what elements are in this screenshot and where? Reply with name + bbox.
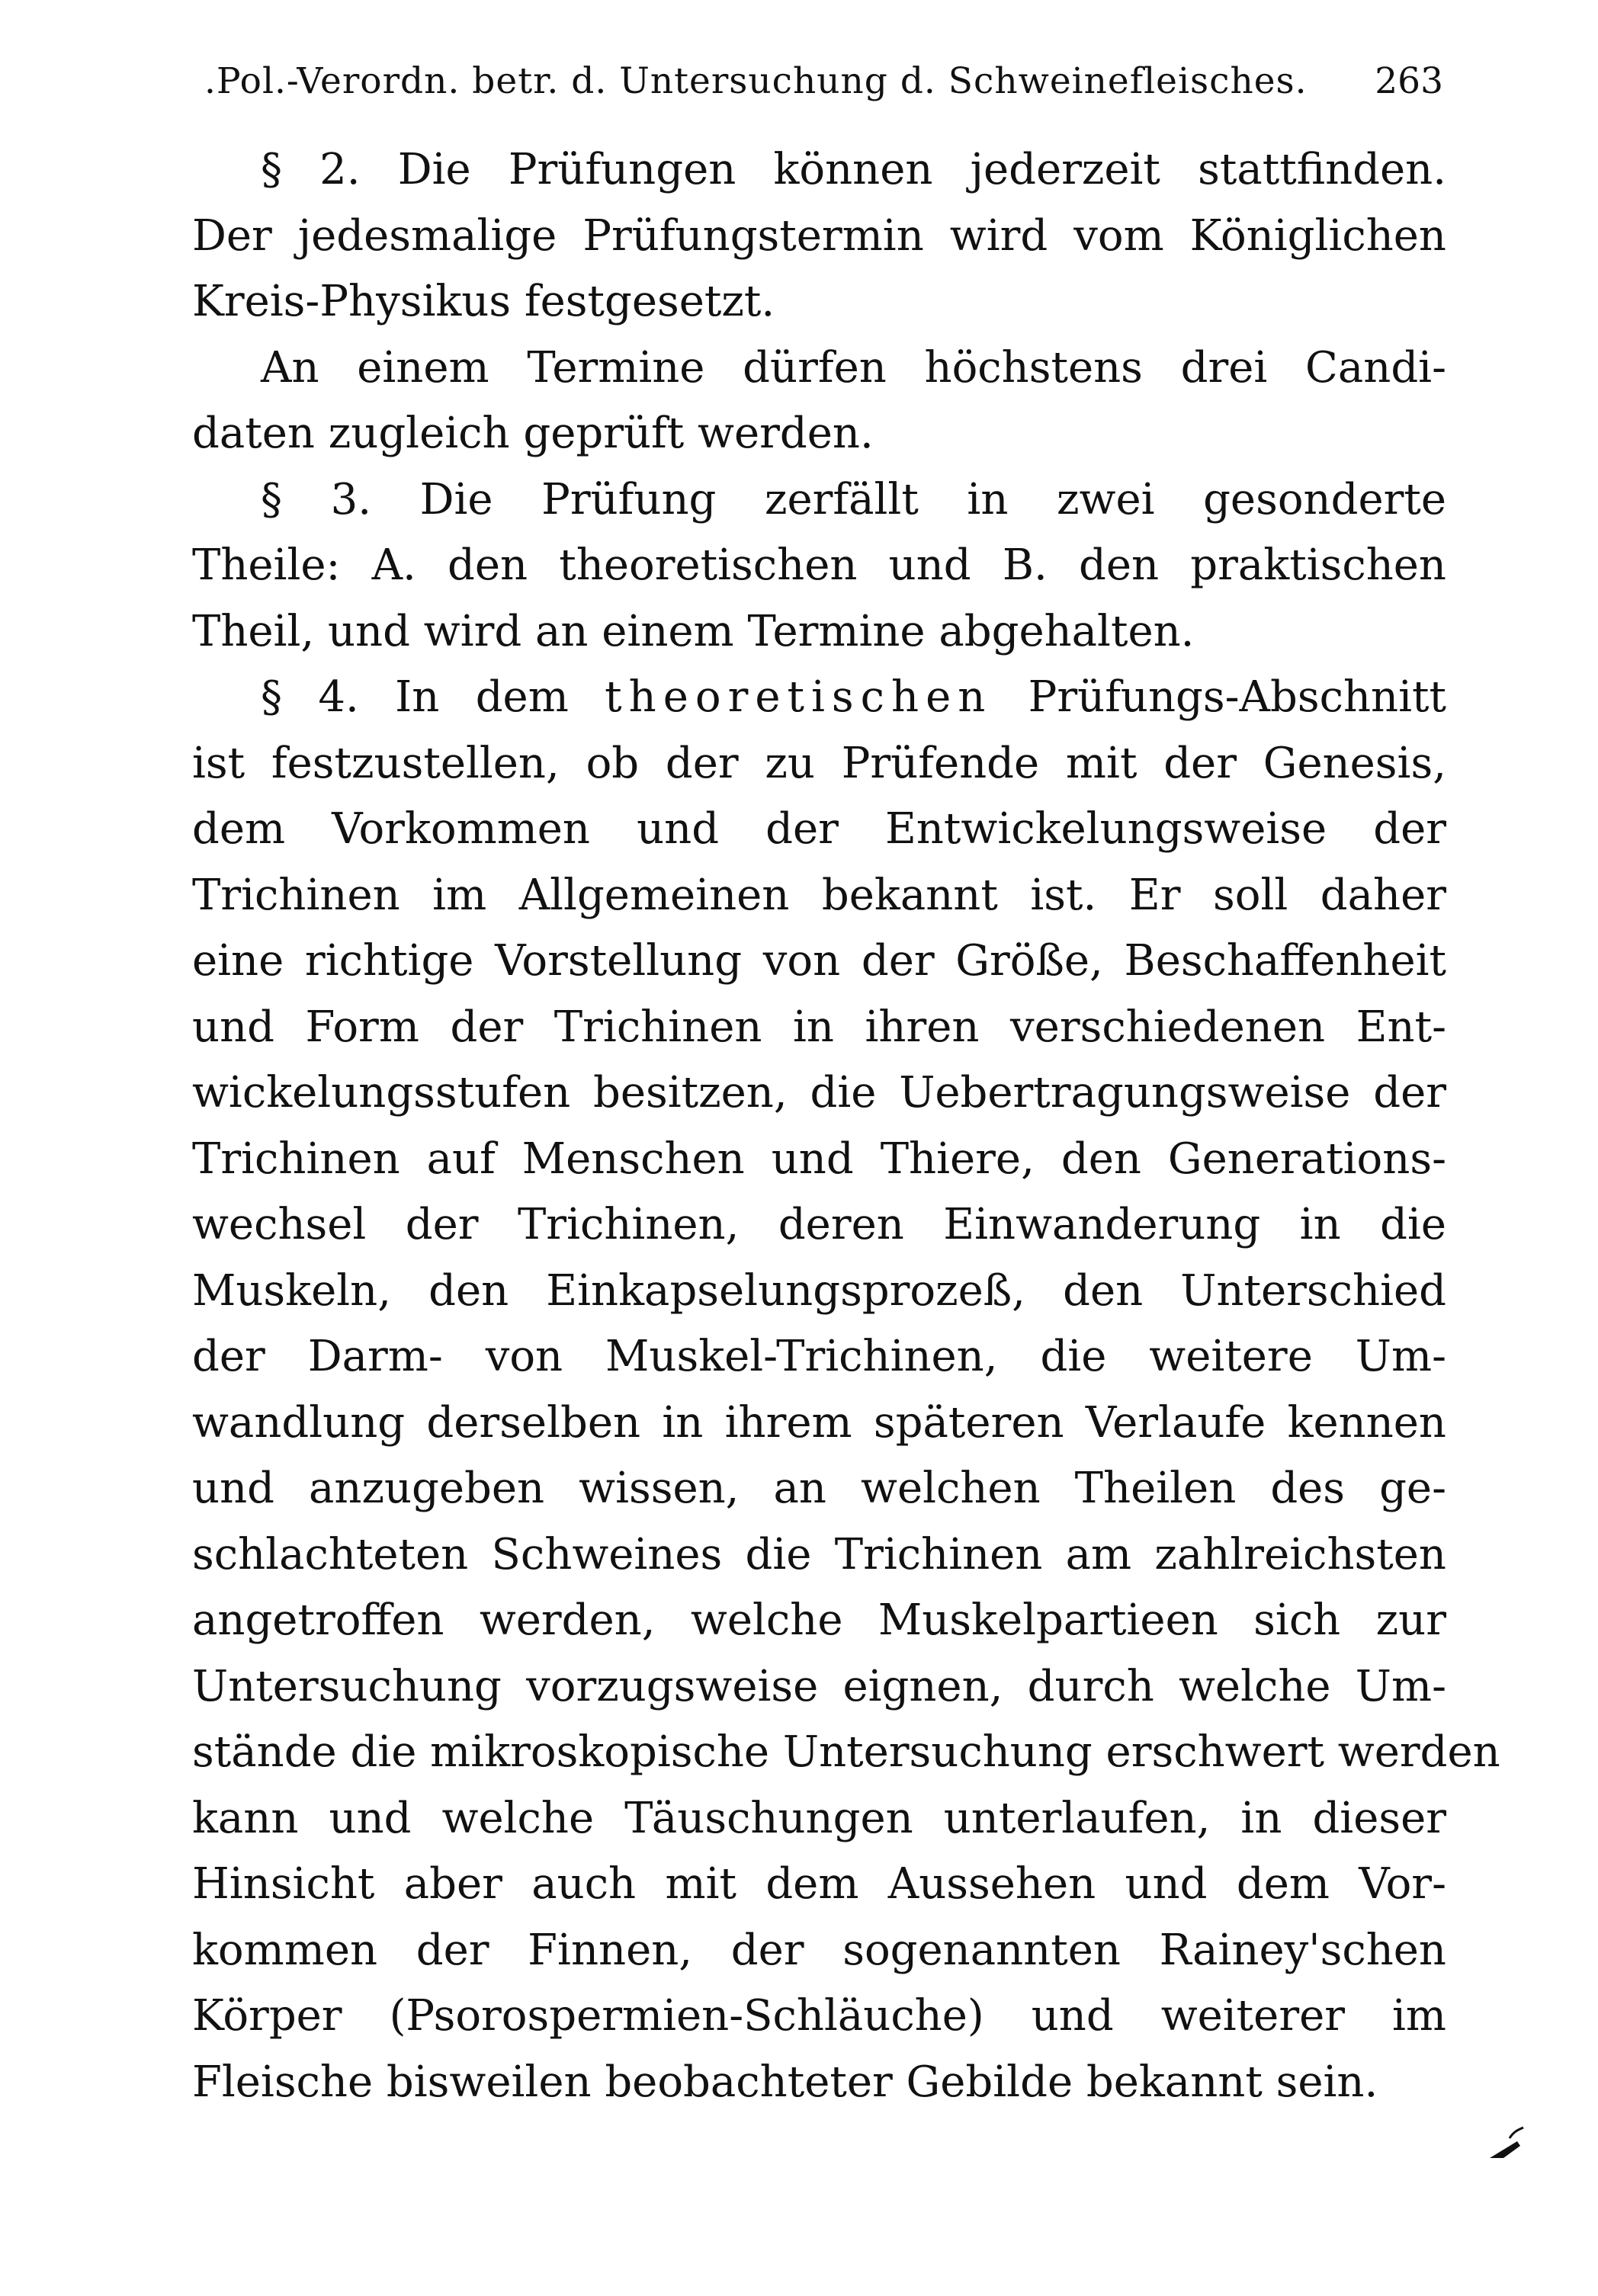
text-line: Kreis-Physikus festgesetzt. [192, 277, 775, 326]
text-line: der Darm- von Muskel-Trichinen, die weitere Um- [192, 1332, 1446, 1381]
text-line: § 2. Die Prüfungen können jederzeit stattfinden. [261, 145, 1446, 194]
text-line: Trichinen im Allgemeinen bekannt ist. Er soll daher [192, 870, 1446, 920]
text-line: wickelungsstufen besitzen, die Uebertragungsweise der [192, 1068, 1446, 1118]
section-4-end: Prüfungs-Abschnitt [1028, 672, 1446, 722]
text-line: kann und welche Täuschungen unterlaufen, in dieser [192, 1793, 1446, 1843]
text-line: und anzugeben wissen, an welchen Theilen des ge- [192, 1464, 1446, 1513]
text-line: wechsel der Trichinen, deren Einwanderung in die [192, 1200, 1446, 1249]
text-line: angetroffen werden, welche Muskelpartieen sich zur [192, 1595, 1446, 1645]
text-line: § 3. Die Prüfung zerfällt in zwei gesonderte [261, 474, 1446, 524]
text-line: stände die mikroskopische Untersuchung erschwert werden [192, 1727, 1500, 1777]
printer-mark-icon [1487, 2123, 1525, 2161]
text-line: An einem Termine dürfen höchstens drei Candi- [261, 342, 1446, 393]
text-line-section-4 [192, 665, 1446, 731]
text-line: Trichinen auf Menschen und Thiere, den Generations- [192, 1134, 1446, 1184]
body-text [192, 137, 1500, 2115]
text-line: Körper (Psorospermien-Schläuche) und weiterer im [192, 1991, 1446, 2041]
section-4-start: § 4. In dem [261, 672, 569, 722]
running-header [204, 47, 1443, 116]
text-line: Untersuchung vorzugsweise eignen, durch welche Um- [192, 1661, 1446, 1711]
text-line: Der jedesmalige Prüfungstermin wird vom Königlichen [192, 210, 1446, 261]
text-line: daten zugleich geprüft werden. [192, 409, 874, 458]
page-number: 263 [1375, 60, 1443, 102]
text-line: Theil, und wird an einem Termine abgehalten. [192, 606, 1195, 656]
text-line: Hinsicht aber auch mit dem Aussehen und dem Vor- [192, 1859, 1446, 1909]
text-line: kommen der Finnen, der sogenannten Rainey'schen [192, 1925, 1446, 1975]
text-line: Theile: A. den theoretischen und B. den praktischen [192, 540, 1446, 590]
text-line: schlachteten Schweines die Trichinen am zahlreichsten [192, 1529, 1446, 1579]
text-line: und Form der Trichinen in ihren verschiedenen Ent- [192, 1002, 1446, 1052]
text-line: ist festzustellen, ob der zu Prüfende mit der Genesis, [192, 738, 1446, 788]
running-title: .Pol.-Verordn. betr. d. Untersuchung d. Schweinefleisches. [204, 60, 1308, 102]
text-line: dem Vorkommen und der Entwickelungsweise der [192, 804, 1446, 854]
text-line: Fleische bisweilen beobachteter Gebilde bekannt sein. [192, 2057, 1378, 2107]
text-line: wandlung derselben in ihrem späteren Verlaufe kennen [192, 1397, 1446, 1448]
text-line: Muskeln, den Einkapselungsprozeß, den Unterschied [192, 1265, 1446, 1316]
text-line: eine richtige Vorstellung von der Größe, Beschaffenheit [192, 936, 1446, 986]
emphasized-word: theoretischen [605, 672, 993, 722]
